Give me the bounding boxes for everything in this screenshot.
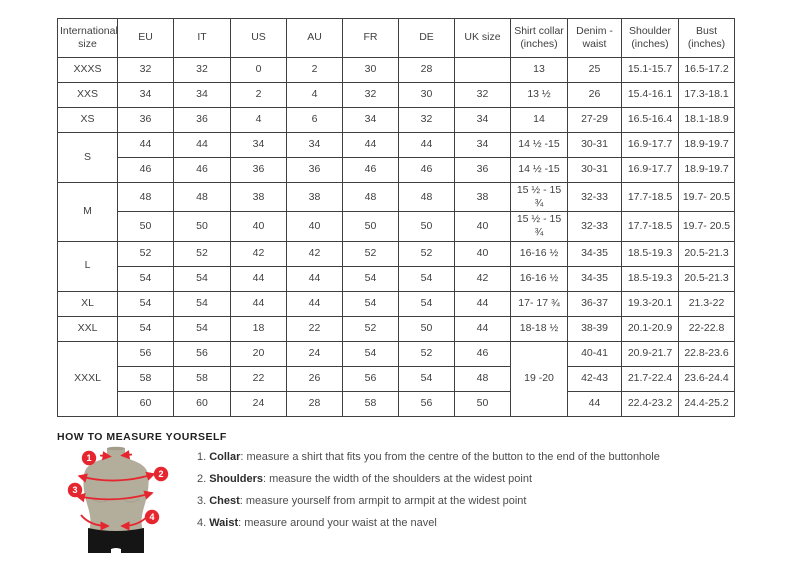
table-cell: 34 [174,83,231,108]
table-cell: 14 ½ -15 [511,133,568,158]
table-cell: 50 [118,212,174,241]
measure-steps-list [197,449,660,537]
size-table-body [58,58,735,417]
table-cell: 28 [399,58,455,83]
table-cell: 50 [343,212,399,241]
table-cell: 32 [455,83,511,108]
table-cell: 20.9-21.7 [622,341,679,366]
table-cell: 42 [455,266,511,291]
table-cell: 34-35 [568,266,622,291]
table-cell: 52 [343,241,399,266]
table-cell: 18-18 ½ [511,316,568,341]
table-cell: 30-31 [568,158,622,183]
step-label: Shoulders [209,473,263,485]
table-cell: 54 [118,266,174,291]
table-cell: 27-29 [568,108,622,133]
table-cell: 48 [118,183,174,212]
step-description: : measure a shirt that fits you from the centre of the button to the end of the buttonhole [240,451,660,463]
table-cell: 19.7- 20.5 [679,183,735,212]
column-header: Shirt collar (inches) [511,19,568,58]
size-chart [57,18,735,417]
table-cell: 52 [399,241,455,266]
table-cell: 22 [231,366,287,391]
table-cell: 17.7-18.5 [622,183,679,212]
column-header: International size [58,19,118,58]
svg-text:2: 2 [158,469,164,479]
table-row [58,83,735,108]
table-cell: 24.4-25.2 [679,391,735,416]
table-cell: 15 ½ - 15 ¾ [511,183,568,212]
table-cell: 54 [343,341,399,366]
svg-text:1: 1 [86,453,92,463]
table-cell: XXL [58,316,118,341]
column-header: DE [399,19,455,58]
table-cell: 32 [174,58,231,83]
table-cell: 32 [118,58,174,83]
table-cell: 14 [511,108,568,133]
step-badge-3 [68,483,82,497]
table-cell: 34 [455,108,511,133]
column-header: US [231,19,287,58]
table-row [58,183,735,212]
table-cell: L [58,241,118,291]
table-row [58,212,735,241]
table-cell: 24 [231,391,287,416]
table-cell: 52 [174,241,231,266]
table-cell: 18.9-19.7 [679,158,735,183]
table-cell: 46 [455,341,511,366]
table-cell: 20.5-21.3 [679,241,735,266]
table-cell: 54 [118,291,174,316]
table-cell: 20 [231,341,287,366]
table-cell: 54 [174,316,231,341]
step-number: 2. [197,473,207,485]
table-cell: 54 [343,266,399,291]
table-cell: 21.3-22 [679,291,735,316]
table-cell: 18.5-19.3 [622,241,679,266]
table-cell: 50 [399,212,455,241]
table-cell: 38 [231,183,287,212]
table-cell: 32-33 [568,183,622,212]
table-cell: S [58,133,118,183]
table-cell: 15 ½ - 15 ¾ [511,212,568,241]
measure-section-title: HOW TO MEASURE YOURSELF [57,431,227,443]
table-cell: 36 [455,158,511,183]
table-cell: 0 [231,58,287,83]
table-header-row [58,19,735,58]
column-header: Shoulder (inches) [622,19,679,58]
table-cell: 16.9-17.7 [622,158,679,183]
size-table [57,18,735,417]
table-cell: 50 [455,391,511,416]
table-row [58,366,735,391]
table-cell: 22 [287,316,343,341]
table-cell: 54 [174,291,231,316]
measure-step-waist [197,515,660,537]
table-cell: 50 [174,212,231,241]
step-description: : measure the width of the shoulders at the widest point [262,473,533,485]
table-cell: 20.1-20.9 [622,316,679,341]
table-cell: 34 [118,83,174,108]
table-cell: 32 [343,83,399,108]
step-badge-2 [154,467,168,481]
table-row [58,266,735,291]
measurement-figure [63,446,188,566]
column-header: FR [343,19,399,58]
table-cell: 56 [174,341,231,366]
table-cell: 36 [287,158,343,183]
table-cell: 40 [231,212,287,241]
table-cell: 17.7-18.5 [622,212,679,241]
table-cell: 32-33 [568,212,622,241]
table-cell: 38 [287,183,343,212]
step-description: : measure around your waist at the navel [238,517,437,529]
step-number: 4. [197,517,207,529]
step-label: Chest [209,495,240,507]
table-cell: 19.7- 20.5 [679,212,735,241]
table-cell: 32 [399,108,455,133]
table-cell: 34-35 [568,241,622,266]
table-cell: 54 [399,366,455,391]
svg-text:3: 3 [72,485,78,495]
column-header: IT [174,19,231,58]
table-cell: 44 [287,291,343,316]
table-cell: 30 [399,83,455,108]
table-cell: 48 [174,183,231,212]
table-cell: 34 [287,133,343,158]
table-cell: 21.7-22.4 [622,366,679,391]
table-cell: 50 [399,316,455,341]
table-cell: 48 [399,183,455,212]
table-cell: 42 [287,241,343,266]
table-cell: 36 [231,158,287,183]
table-row [58,341,735,366]
table-row [58,291,735,316]
column-header: EU [118,19,174,58]
table-cell: 20.5-21.3 [679,266,735,291]
table-cell: 54 [343,291,399,316]
column-header: Denim - waist [568,19,622,58]
table-cell: 40-41 [568,341,622,366]
table-cell: 16-16 ½ [511,241,568,266]
table-row [58,133,735,158]
table-cell: 17.3-18.1 [679,83,735,108]
table-cell: 46 [399,158,455,183]
measure-step-chest [197,493,660,515]
table-cell: 36 [118,108,174,133]
table-cell: XXS [58,83,118,108]
table-cell: 16.5-17.2 [679,58,735,83]
table-cell: 46 [174,158,231,183]
table-cell: 42-43 [568,366,622,391]
column-header: AU [287,19,343,58]
column-header: UK size [455,19,511,58]
table-cell: 16.9-17.7 [622,133,679,158]
table-cell: 58 [174,366,231,391]
table-cell: 40 [287,212,343,241]
table-cell: 19.3-20.1 [622,291,679,316]
table-cell: 16-16 ½ [511,266,568,291]
table-cell: 22.4-23.2 [622,391,679,416]
table-cell: 28 [287,391,343,416]
table-cell: 4 [231,108,287,133]
table-cell: 44 [118,133,174,158]
table-row [58,316,735,341]
table-cell: 15.1-15.7 [622,58,679,83]
table-cell: 60 [118,391,174,416]
table-cell [455,58,511,83]
table-cell: 26 [287,366,343,391]
table-cell: 24 [287,341,343,366]
table-cell: 56 [118,341,174,366]
table-cell: 52 [343,316,399,341]
table-cell: 52 [118,241,174,266]
table-cell: 38 [455,183,511,212]
table-cell: 15.4-16.1 [622,83,679,108]
table-cell: 2 [231,83,287,108]
table-cell: 34 [231,133,287,158]
table-cell: 54 [174,266,231,291]
table-cell: 44 [231,266,287,291]
table-row [58,241,735,266]
table-cell: 16.5-16.4 [622,108,679,133]
table-cell: 26 [568,83,622,108]
table-cell: 36 [174,108,231,133]
svg-text:4: 4 [149,512,155,522]
table-row [58,391,735,416]
table-cell: 2 [287,58,343,83]
step-description: : measure yourself from armpit to armpit at the widest point [239,495,527,507]
table-cell: 36-37 [568,291,622,316]
table-cell: 44 [455,291,511,316]
table-cell: 54 [118,316,174,341]
table-cell: 60 [174,391,231,416]
table-cell: 22-22.8 [679,316,735,341]
table-cell: 48 [343,183,399,212]
table-cell: 44 [399,133,455,158]
table-cell: 34 [343,108,399,133]
step-label: Collar [209,451,241,463]
table-cell: M [58,183,118,242]
table-cell: 46 [343,158,399,183]
table-cell: 40 [455,241,511,266]
table-cell: 56 [343,366,399,391]
table-cell: 40 [455,212,511,241]
table-cell: 44 [455,316,511,341]
table-cell: 30-31 [568,133,622,158]
table-row [58,108,735,133]
table-row [58,158,735,183]
table-cell: 13 ½ [511,83,568,108]
table-cell: XXXL [58,341,118,416]
table-cell: 30 [343,58,399,83]
table-cell: XL [58,291,118,316]
table-cell: 52 [399,341,455,366]
table-cell: XXXS [58,58,118,83]
table-cell: 14 ½ -15 [511,158,568,183]
step-label: Waist [209,517,239,529]
table-cell: 56 [399,391,455,416]
step-badge-1 [82,451,96,465]
step-badge-4 [145,510,159,524]
table-cell: 19 -20 [511,341,568,416]
step-number: 1. [197,451,207,463]
table-cell: 58 [118,366,174,391]
table-cell: 38-39 [568,316,622,341]
table-cell: 4 [287,83,343,108]
table-cell: 44 [174,133,231,158]
table-cell: 22.8-23.6 [679,341,735,366]
measure-step-shoulders [197,471,660,493]
table-cell: 42 [231,241,287,266]
table-cell: 44 [231,291,287,316]
measure-step-collar [197,449,660,471]
table-cell: 18.9-19.7 [679,133,735,158]
table-cell: 58 [343,391,399,416]
table-cell: 13 [511,58,568,83]
table-cell: 18.5-19.3 [622,266,679,291]
table-cell: 54 [399,291,455,316]
table-cell: 23.6-24.4 [679,366,735,391]
column-header: Bust (inches) [679,19,735,58]
table-cell: 6 [287,108,343,133]
step-number: 3. [197,495,207,507]
table-cell: XS [58,108,118,133]
table-cell: 54 [399,266,455,291]
torso-illustration-icon [63,446,188,566]
table-cell: 18 [231,316,287,341]
table-cell: 48 [455,366,511,391]
table-cell: 25 [568,58,622,83]
table-cell: 34 [455,133,511,158]
table-cell: 44 [568,391,622,416]
table-cell: 17- 17 ¾ [511,291,568,316]
table-cell: 44 [287,266,343,291]
table-cell: 18.1-18.9 [679,108,735,133]
table-row [58,58,735,83]
table-cell: 46 [118,158,174,183]
table-cell: 44 [343,133,399,158]
